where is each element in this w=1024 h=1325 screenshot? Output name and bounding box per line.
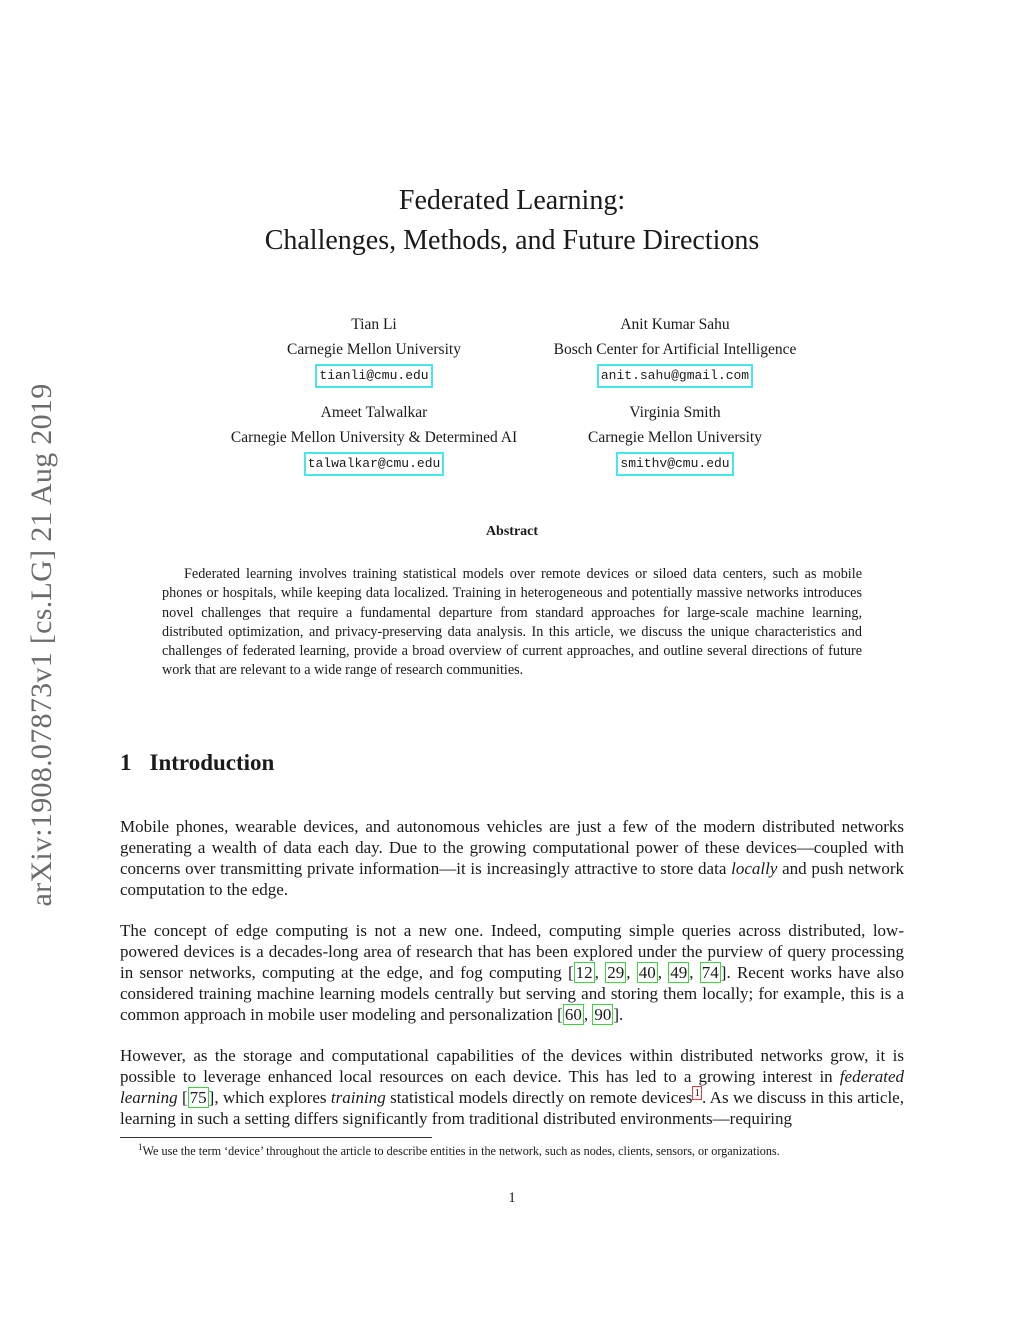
author-block <box>525 312 825 388</box>
author-block <box>204 400 544 476</box>
footnote-text: We use the term ‘device’ throughout the article to describe entities in the network, such as nodes, clients, sensors, or organizations. <box>142 1144 780 1159</box>
citation-link[interactable]: 74 <box>701 963 719 982</box>
author-name: Tian Li <box>351 316 397 333</box>
page-number: 1 <box>508 1190 516 1206</box>
author-name: Virginia Smith <box>629 404 721 421</box>
author-affiliation: Carnegie Mellon University & Determined AI <box>230 429 518 446</box>
paragraph-text: However, as the storage and computational capabilities of the devices within distributed networks grow, it is possible to leverage enhanced local resources on each device. This has led to a growing interest in <box>120 1046 904 1086</box>
paragraph-text: and push network computation to the edge. <box>120 859 904 899</box>
paper-title <box>0 181 1024 261</box>
author-email-link[interactable]: talwalkar@cmu.edu <box>304 452 445 476</box>
author-email-link[interactable]: anit.sahu@gmail.com <box>597 364 753 388</box>
paragraph-text: [ <box>177 1088 188 1107</box>
section-heading <box>120 750 274 776</box>
emphasis-text: federated learning <box>120 1067 904 1107</box>
author-block <box>224 312 524 388</box>
footnote-rule <box>120 1137 432 1138</box>
author-affiliation: Bosch Center for Artificial Intelligence <box>553 341 797 358</box>
paragraph-text: ], which explores <box>208 1088 331 1107</box>
citation-link[interactable]: 40 <box>638 963 656 982</box>
citation-link[interactable]: 12 <box>575 963 593 982</box>
paragraph-text: Mobile phones, wearable devices, and autonomous vehicles are just a few of the modern distributed networks generating a wealth of data each day. Due to the growing computational power of these devices—coupled with concerns over transmitting private information—it is increasingly attractive to store data <box>120 817 904 878</box>
emphasis-text: locally <box>731 859 778 878</box>
abstract-heading: Abstract <box>485 524 539 539</box>
author-email-link[interactable]: tianli@cmu.edu <box>315 364 432 388</box>
paragraph-text: The concept of edge computing is not a new one. Indeed, computing simple queries across distributed, low-powered devices is a decades-long area of research that has been explored under the purview of query processing in sensor networks, computing at the edge, and fog computing [ <box>120 921 904 982</box>
emphasis-text: training <box>330 1088 386 1107</box>
author-affiliation: Carnegie Mellon University <box>588 429 762 446</box>
title-line-1: Federated Learning: <box>398 185 626 216</box>
section-number: 1 <box>120 750 132 775</box>
author-affiliation: Carnegie Mellon University <box>287 341 461 358</box>
paragraph <box>120 1045 904 1129</box>
citation-link[interactable]: 90 <box>594 1005 612 1024</box>
citation-link[interactable]: 49 <box>670 963 688 982</box>
footnote-link[interactable]: 1 <box>694 1087 700 1100</box>
paragraph: The concept of edge computing is not a new one. Indeed, computing simple queries across distributed, low-powered devices is a decades-long area of research that has been explored under the purview of query processing in sensor networks, computing at the edge, and fog computing [ 12 , 29 , 40 , 49 , 74 ]. Recent works have also considered training machine learning models centrally but serving and storing them locally; for example, this is a common approach in mobile user modeling and personalization [ 60 , 90 ]. <box>120 921 905 1024</box>
author-block <box>525 400 825 476</box>
footnote <box>120 1142 910 1159</box>
author-name: Anit Kumar Sahu <box>620 316 730 333</box>
author-email-link[interactable]: smithv@cmu.edu <box>616 452 733 476</box>
paragraph-text: ]. <box>613 1005 624 1024</box>
footnote-mark: 1 <box>138 1142 143 1152</box>
arxiv-identifier: arXiv:1908.07873v1 [cs.LG] 21 Aug 2019 <box>25 383 58 907</box>
paragraph <box>120 816 904 900</box>
citation-link[interactable]: 29 <box>607 963 625 982</box>
paragraph-text: . As we discuss in this article, learning in such a setting differs significantly from traditional distributed environments—requiring <box>120 1088 904 1128</box>
paragraph-text: ]. Recent works have also considered training machine learning models centrally but serving and storing them locally; for example, this is a common approach in mobile user modeling and personalization [ <box>120 963 905 1024</box>
section-title: Introduction <box>149 750 275 775</box>
title-line-2: Challenges, Methods, and Future Directions <box>264 225 760 256</box>
paragraph-text: statistical models directly on remote devices <box>385 1088 693 1107</box>
abstract-text: Federated learning involves training statistical models over remote devices or siloed data centers, such as mobile phones or hospitals, while keeping data localized. Training in heterogeneous and potentially massive networks introduces novel challenges that require a fundamental departure from standard approaches for large-scale machine learning, distributed optimization, and privacy-preserving data analysis. In this article, we discuss the unique characteristics and challenges of federated learning, provide a broad overview of current approaches, and outline several directions of future work that are relevant to a wide range of research communities. <box>162 566 862 679</box>
citation-link[interactable]: 75 <box>189 1088 207 1107</box>
citation-link[interactable]: 60 <box>564 1005 582 1024</box>
author-name: Ameet Talwalkar <box>320 404 428 421</box>
